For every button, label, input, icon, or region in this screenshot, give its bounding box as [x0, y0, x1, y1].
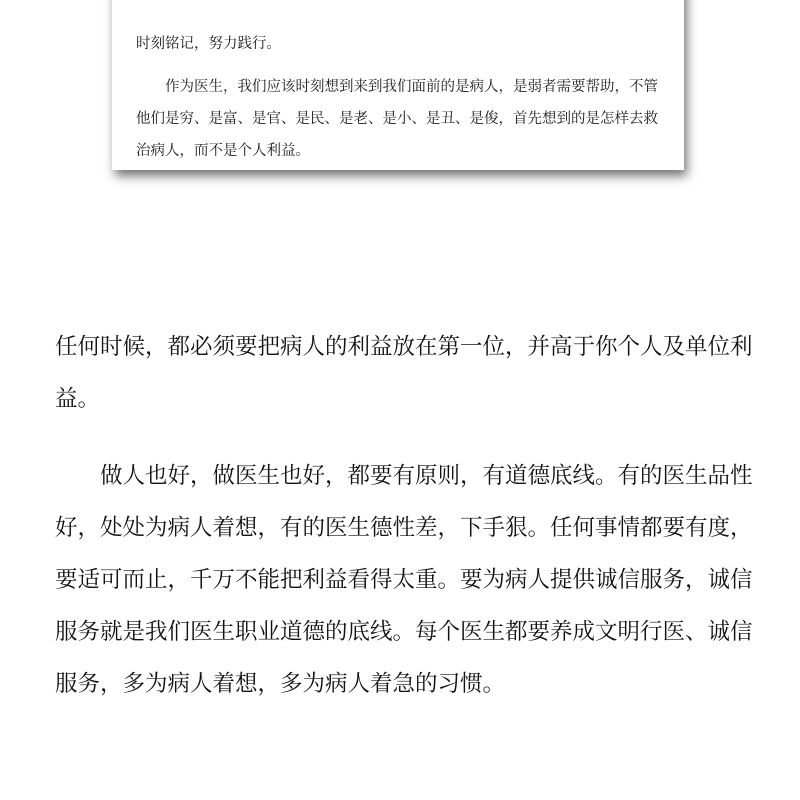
body-paragraph-2: 做人也好，做医生也好，都要有原则，有道德底线。有的医生品性好，处处为病人着想，有的医生德性差，下手狠。任何事情都要有度，要适可而止，千万不能把利益看得太重。要为病人提供诚信服务，诚信服务就是我们医生职业道德的底线。每个医生都要养成文明行医、诚信服务，多为病人着想，多为病人着急的习惯。: [55, 463, 753, 697]
body-paragraph-1: 任何时候，都必须要把病人的利益放在第一位，并高于你个人及单位利益。: [55, 334, 753, 412]
excerpt-paragraph-2: 作为医生，我们应该时刻想到来到我们面前的是病人，是弱者需要帮助，不管他们是穷、是富、是官、是民、是老、是小、是丑、是俊，首先想到的是怎样去救治病人，而不是个人利益。: [136, 79, 658, 159]
excerpt-paragraph-1-tail: 时刻铭记，努力践行。: [136, 36, 281, 52]
quoted-excerpt-card: [112, 0, 684, 170]
